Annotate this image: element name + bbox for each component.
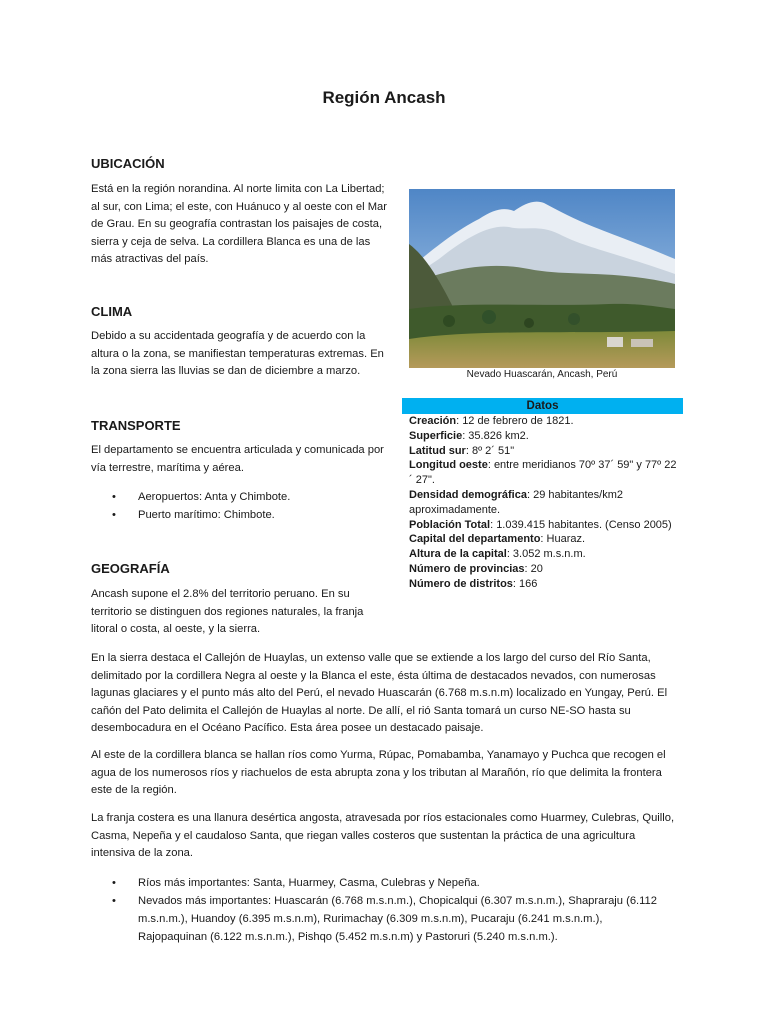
list-item: • Ríos más importantes: Santa, Huarmey, Casma, Culebras y Nepeña. [112,874,674,892]
datos-label: Número de distritos [409,577,513,590]
datos-label: Número de provincias [409,562,525,575]
datos-row [409,458,679,488]
transporte-list [112,488,392,524]
datos-value: : 12 de febrero de 1821. [456,415,574,427]
datos-value: : 1.039.415 habitantes. (Censo 2005) [490,518,672,531]
datos-value: : 35.826 km2. [462,429,529,442]
datos-row [409,414,679,429]
datos-label: Superficie [409,429,463,442]
geografia-paragraph-2: En la sierra destaca el Callejón de Huaylas, un extenso valle que se extiende a los largo del curso del Río Santa, delimitado por la cordillera Negra al oeste y la Blanca el este, ésta última de destacados nevados, con numerosas lagunas glaciares y el punto más alto del Perú, el nevado Huascarán (6.768 m.s.n.m) localizado en Yungay, Perú. El cañón del Pato delimita el Callejón de Huaylas al norte. De allí, el rió Santa tomará un curso NE-SO hasta su desembocadura en el Océano Pacífico. Esta área posee un destacado paisaje. [91,652,668,734]
datos-row [409,488,679,518]
datos-table [409,414,679,592]
mountain-photo [409,189,675,368]
datos-label: Población Total [409,518,491,531]
list-item: • Aeropuertos: Anta y Chimbote. [112,488,392,506]
geografia-paragraph-3: Al este de la cordillera blanca se hallan ríos como Yurma, Rúpac, Pomabamba, Yanamayo y Puchca que recogen el agua de los numerosos ríos y riachuelos de esta abrupta zona y los tributan al Marañón, río que delimita la frontera este de la región. [91,749,666,796]
datos-row [409,444,679,459]
datos-label: Longitud oeste [409,459,488,472]
geografia-text: Ancash supone el 2.8% del territorio peruano. En su territorio se distinguen dos regiones naturales, la franja litoral o costa, al oeste, y la sierra. [91,588,364,635]
datos-value: : 3.052 m.s.n.m. [506,548,586,561]
datos-row [409,562,679,577]
ubicacion-heading: UBICACIÓN [91,156,165,171]
clima-text: Debido a su accidentada geografía y de acuerdo con la altura o la zona, se manifiestan temperaturas extremas. En la zona sierra las lluvias se dan de diciembre a marzo. [91,330,384,377]
datos-row [409,577,679,592]
list-item: • Nevados más importantes: Huascarán (6.768 m.s.n.m.), Chopicalqui (6.307 m.s.n.m.), Shapraraju (6.112 m.s.n.m.), Huandoy (6.395 m.s.n.m), Rurimachay (6.309 m.s.n.m), Pucaraju (6.241 m.s.n.m.), Rajopaquinan (6.122 m.s.n.m.), Pishqo (5.452 m.s.n.m) y Pastoruri (5.240 m.s.n.m.). [112,892,674,946]
datos-label: Latitud sur [409,444,466,457]
datos-label: Creación [409,415,457,427]
transporte-text: El departamento se encuentra articulada y comunicada por vía terrestre, marítima y aérea. [91,444,384,474]
datos-value: : 20 [524,562,543,575]
datos-value: : 166 [512,577,538,590]
transporte-heading: TRANSPORTE [91,418,181,433]
datos-label: Capital del departamento [409,533,541,546]
datos-value: : 29 habitantes/km2 aproximadamente. [409,488,623,516]
datos-row [409,547,679,562]
datos-label: Densidad demográfica [409,488,527,501]
datos-row [409,532,679,547]
datos-header: Datos [402,398,683,414]
datos-label: Altura de la capital [409,548,507,561]
datos-value: : Huaraz. [540,533,586,546]
clima-heading: CLIMA [91,304,133,319]
datos-row [409,518,679,533]
photo-caption: Nevado Huascarán, Ancash, Perú [466,369,618,380]
datos-value: : entre meridianos 70º 37´ 59" y 77º 22´ 27". [409,459,677,487]
geografia-heading: GEOGRAFÍA [91,561,170,576]
datos-value: : 8º 2´ 51" [465,444,515,457]
page-title: Región Ancash [322,88,446,107]
geografia-list [112,874,674,946]
geografia-paragraph-4: La franja costera es una llanura desértica angosta, atravesada por ríos estacionales como Huarmey, Culebras, Quillo, Casma, Nepeña y el caudaloso Santa, que riegan valles costeros que sustentan la práctica de una agricultura intensiva de la zona. [91,812,675,859]
ubicacion-text: Está en la región norandina. Al norte limita con La Libertad; al sur, con Lima; el este, con Huánuco y al oeste con el Mar de Grau. En su geografía contrastan los paisajes de costa, sierra y ceja de selva. La cordillera Blanca es una de las más atractivas del país. [91,183,388,265]
list-item: • Puerto marítimo: Chimbote. [112,506,392,524]
datos-row [409,429,679,444]
